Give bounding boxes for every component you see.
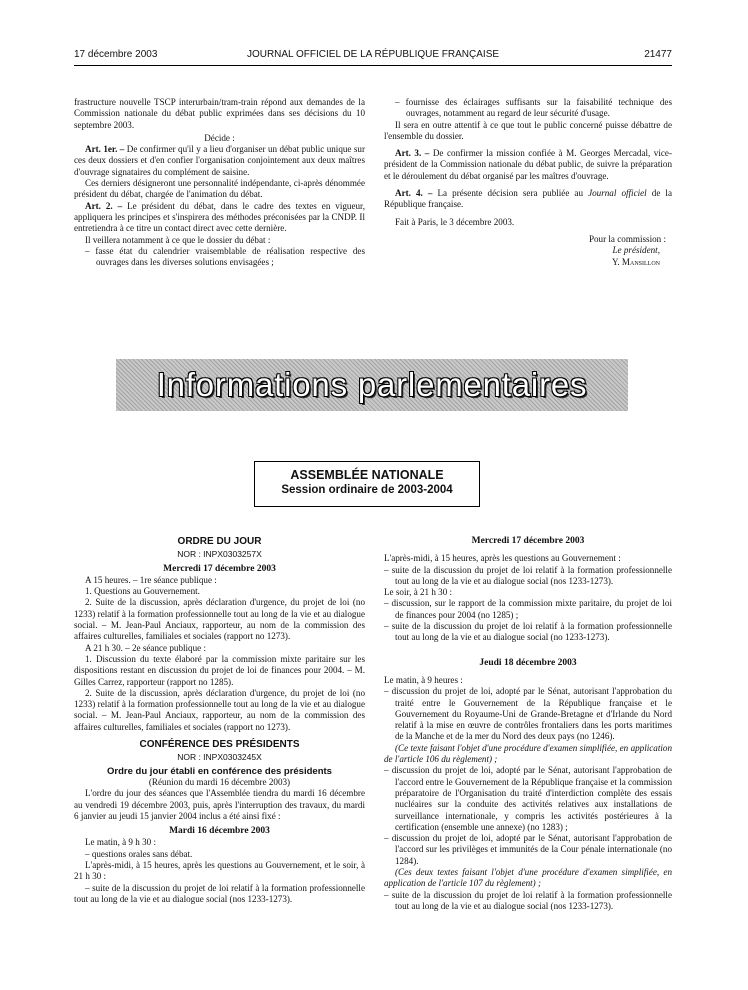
date-heading: Jeudi 18 décembre 2003 xyxy=(479,657,577,668)
top-left-column xyxy=(74,97,365,268)
header-rule xyxy=(74,65,672,66)
article-1: Art. 1er. – De confirmer qu'il y a lieu d'organiser un débat public unique sur ces deux dossiers et d'en confier l'organisation conjointement aux deux maîtres d'ouvrage signataires du complément de saisine. xyxy=(74,144,365,177)
signature-name: Y. Mansillon xyxy=(611,256,660,267)
signature-title: Le président, xyxy=(612,245,660,256)
session-line: L'après-midi, à 15 heures, après les questions au Gouvernement, et le soir, à 21 h 30 : xyxy=(74,860,365,882)
list-item: 2. Suite de la discussion, après déclaration d'urgence, du projet de loi (no 1233) relatif à la formation professionnelle tout au long de la vie et au dialogue social. – M. Jean-Paul Anciaux, rapporteur, au nom de la commission des affaires culturelles, familiales et sociales (rapport no 1273). xyxy=(74,597,365,642)
assembly-title: ASSEMBLÉE NATIONALE xyxy=(290,468,444,482)
assembly-box xyxy=(254,461,480,507)
banner-title: Informations parlementaires xyxy=(156,366,588,403)
conference-title: CONFÉRENCE DES PRÉSIDENTS xyxy=(139,739,300,751)
signature-place-date: Fait à Paris, le 3 décembre 2003. xyxy=(395,216,515,227)
list-item: – discussion du projet de loi, adopté par le Sénat, autorisant l'approbation de l'accord sur les privilèges et immunités de la Cour pénale internationale (no 1284). xyxy=(384,833,672,866)
paragraph: frastructure nouvelle TSCP interurbain/tram-train répond aux demandes de la Commission nationale du débat public exprimées dans ses décisions du 10 septembre 2003. xyxy=(74,97,365,130)
session-line: A 15 heures. – 1re séance publique : xyxy=(85,574,217,585)
date-heading: Mardi 16 décembre 2003 xyxy=(169,826,270,837)
list-item: – suite de la discussion du projet de loi relatif à la formation professionnelle tout au long de la vie et au dialogue social (nos 1233-1273). xyxy=(384,564,672,586)
paragraph: Ces derniers désigneront une personnalité indépendante, ci-après dénommée président du débat, chargée de l'animation du débat. xyxy=(74,178,365,200)
article-3: Art. 3. – De confirmer la mission confiée à M. Georges Mercadal, vice-président de la Commission nationale du débat public, de suivre la préparation et le déroulement du débat organisé par les maîtres d'ouvrage. xyxy=(384,148,672,181)
article-2: Art. 2. – Le président du débat, dans le cadre des textes en vigueur, appliquera les principes et s'inspirera des méthodes préconisées par la CNDP. Il entretiendra à ce titre un contact direct avec cette dernière. xyxy=(74,200,365,234)
list-item: 1. Questions au Gouvernement. xyxy=(85,586,200,597)
header-date: 17 décembre 2003 xyxy=(74,49,158,60)
paragraph: Il sera en outre attentif à ce que tout le public concerné puisse débattre de l'ensemble du dossier. xyxy=(384,119,672,141)
assembly-session: Session ordinaire de 2003-2004 xyxy=(281,484,453,496)
nor-reference: NOR : INPX0303257X xyxy=(177,549,262,560)
conference-subtitle: Ordre du jour établi en conférence des présidents xyxy=(107,765,332,777)
session-line: Le matin, à 9 heures : xyxy=(384,674,463,685)
decide-heading: Décide : xyxy=(204,132,235,143)
list-item: – suite de la discussion du projet de loi relatif à la formation professionnelle tout au long de la vie et au dialogue social (no 1233-1273). xyxy=(384,621,672,643)
list-item: – suite de la discussion du projet de loi relatif à la formation professionnelle tout au long de la vie et au dialogue social (nos 1233-1273). xyxy=(384,889,672,911)
header-journal-title: JOURNAL OFFICIEL DE LA RÉPUBLIQUE FRANÇAISE xyxy=(246,49,500,60)
list-item: – fournisse des éclairages suffisants sur la faisabilité technique des ouvrages, notamment au regard de leur sécurité d'usage. xyxy=(395,97,672,119)
date-heading: Mercredi 17 décembre 2003 xyxy=(471,536,585,546)
list-item: – questions orales sans débat. xyxy=(85,848,193,859)
procedure-note: (Ce texte faisant l'objet d'une procédure d'examen simplifiée, en application de l'article 106 du règlement) ; xyxy=(384,742,672,765)
session-line: Le soir, à 21 h 30 : xyxy=(384,587,453,598)
date-heading: Mercredi 17 décembre 2003 xyxy=(163,563,276,574)
list-item: 1. Discussion du texte élaboré par la commission mixte paritaire sur les dispositions restant en discussion du projet de loi de finances pour 2004. – M. Gilles Carrez, rapporteur (rapport no 1285). xyxy=(74,653,365,687)
header-page-number: 21477 xyxy=(644,49,672,60)
procedure-note: (Ces deux textes faisant l'objet d'une procédure d'examen simplifiée, en application de l'article 107 du règlement) ; xyxy=(384,867,672,889)
list-item: – discussion du projet de loi, adopté par le Sénat, autorisant l'approbation du traité entre le Gouvernement de la République française et le Gouvernement du Royaume-Uni de Grande-Bretagne et d'Irlande du Nord relatif à la mise en œuvre de contrôles frontaliers dans les ports maritimes de la Manche et de la mer du Nord des deux pays (no 1246). xyxy=(384,686,672,742)
article-4: Art. 4. – La présente décision sera publiée au Journal officiel de la République française. xyxy=(384,188,672,210)
section-banner xyxy=(116,359,628,411)
list-item: 2. Suite de la discussion, après déclaration d'urgence, du projet de loi (no 1233) relatif à la formation professionnelle tout au long de la vie et au dialogue social. – M. Jean-Paul Anciaux, rapporteur, au nom de la commission des affaires culturelles, familiales et sociales (rapport no 1273). xyxy=(74,687,365,732)
list-item: – discussion du projet de loi, adopté par le Sénat, autorisant l'approbation de l'accord entre le Gouvernement de la République française et la commission préparatoire de l'Organisation du traité d'interdiction complète des essais nucléaires sur la conduite des activités relatives aux installations de surveillance internationale, y compris les activités postérieures à la certification (ensemble une annexe) (no 1283) ; xyxy=(384,765,672,832)
bottom-left-column xyxy=(74,536,365,905)
session-line: A 21 h 30. – 2e séance publique : xyxy=(85,642,206,653)
session-line: L'après-midi, à 15 heures, après les questions au Gouvernement : xyxy=(384,553,621,564)
list-item: – suite de la discussion du projet de loi relatif à la formation professionnelle tout au long de la vie et au dialogue social (nos 1233-1273). xyxy=(74,882,365,904)
nor-reference: NOR : INPX0303245X xyxy=(177,752,262,763)
list-item: – discussion, sur le rapport de la commission mixte paritaire, du projet de loi de finances pour 2004 (no 1285) ; xyxy=(384,598,672,620)
paragraph: Il veillera notamment à ce que le dossier du débat : xyxy=(85,234,271,245)
paragraph: L'ordre du jour des séances que l'Assemblée tiendra du mardi 16 décembre au vendredi 19 décembre 2003, puis, après l'interruption des travaux, du mardi 6 janvier au jeudi 15 janvier 2004 inclus a été ainsi fixé : xyxy=(74,788,365,821)
list-item: – fasse état du calendrier vraisemblable de réalisation respective des ouvrages dans les diverses solutions envisagées ; xyxy=(85,245,365,268)
order-of-day-title: ORDRE DU JOUR xyxy=(177,536,262,547)
page-header xyxy=(74,49,672,63)
top-right-column xyxy=(384,97,672,268)
session-line: Le matin, à 9 h 30 : xyxy=(85,837,156,848)
conference-meeting-date: (Réunion du mardi 16 décembre 2003) xyxy=(148,776,291,787)
bottom-right-column xyxy=(384,536,672,912)
signature-line: Pour la commission : xyxy=(588,233,666,244)
